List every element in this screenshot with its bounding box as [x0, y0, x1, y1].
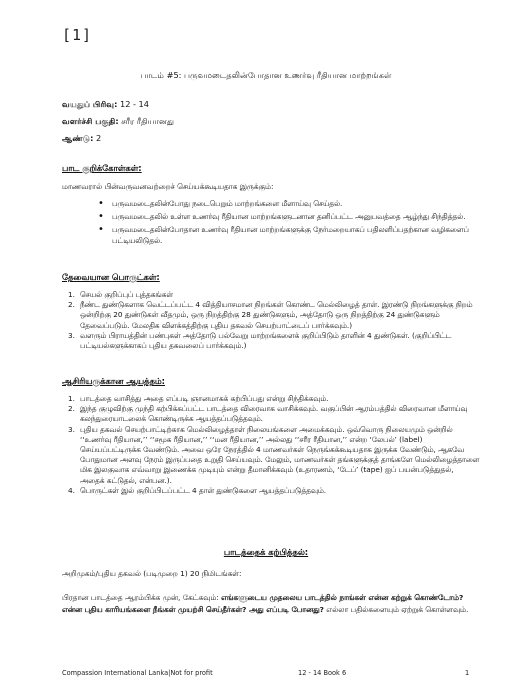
footer-page-number: 1 [465, 669, 470, 677]
list-item: 4. பொருட்கள் இல் குறிப்பிடப்பட்ட 4 தாள் துண்டுகளை ஆயத்தப்படுத்தவும். [68, 485, 327, 495]
list-item: • பருவமடைதலின்போது நடைபெறும் மாற்றங்களை மீளாய்வு செய்தல். [112, 198, 482, 209]
age-group [62, 99, 149, 111]
teaching-question: எங்களுடைய முதலைய பாடத்தில் நாங்கள் என்ன கற்றுக் கொண்டோம்? என்ன புதிய காரியங்களை நீங்கள் முயற்சி செய்தீர்கள்? அது எப்படி போனது? [62, 593, 464, 614]
lesson-title: பாடம் #5: பருவமடைதலின்போதான உணர்வு ரீதியான மாற்றங்கள் [140, 70, 392, 80]
teaching-tail: எல்லா பதில்களையும் ஏற்றுக் கொள்ளவும். [326, 605, 469, 614]
list-item: 3. புதிய தகவல் செயற்பாட்டிற்காக மெல்லிழைத்தாள் நிலையங்களை அமைக்கவும். ஒவ்வொரு நிலையமும் ஒன்றில் ‘‘உணர்வு ரீதியான,’’ ‘‘சமூக ரீதியான,’’ ‘‘மன ரீதியான,’’ அல்லது ‘‘சரீர ரீதியான,’’ என்ற ‘லேபல்’ (label) செய்யப்பட்டிருக்க வேண்டும். அவை ஒரே நேரத்தில் 4 மாணவர்கள் நெருங்கக்கூடியதாக இருக்க வேண்டும், ஆகவே போதுமான அளவு நேரம் இருப்பதை உறுதி செய்யவும். மேலும், மாணவர்கள் தங்களுக்குத் தாங்களே மெல்லிழைத்தாளை மிக இலகுவாக எவ்வாறு இணைக்க முடியும் என்று தீமானிக்கவும் (உதாரணம், ‘டேப்’ (tape) ஐப் பயன்படுத்துதல், அதைக் கட்டுதல், என்பன.). [68, 424, 480, 485]
teacher-prep-list [68, 394, 480, 496]
year-value: 2 [95, 133, 102, 143]
teaching-subhead: அறிமுகம்/புதிய தகவல் (படிமுறை 1) 20 நிமிடங்கள்: [62, 569, 242, 578]
teaching-paragraph [62, 592, 472, 616]
footer-organization: Compassion International Lanka|Not for profit [62, 669, 213, 677]
list-item: 2. இந்த குழுவிற்கு முந்தி கற்பிக்கப்பட்ட பாடத்தை விரைவாக வாசிக்கவும். வகுப்பின் ஆரம்பத்தில் விரைவான மீளாய்வு கலந்துரையாடலைக் கொண்டிருக்க ஆயத்தப்படுத்தவும். [68, 404, 468, 424]
list-item: • பருவமடைதலில் உள்ள உணர்வு ரீதியான மாற்றங்களுடனான தனிப்பட்ட அனுபவத்தை ஆழ்ந்து சிந்தித்தல். [112, 211, 482, 222]
age-value: 12 - 14 [119, 99, 149, 109]
objectives-list [112, 198, 482, 248]
year [62, 133, 101, 145]
objectives-intro: மாணவரால் பின்வருவனவற்றைச் செய்யக்கூடியதாக இருக்கும்: [62, 182, 274, 191]
list-item: • பருவமடைதலின்போதான உணர்வு ரீதியான மாற்றங்களுக்கு நேர்மறையாகப் பதிலளிப்பதற்கான வழிகளைப் பட்டியலிடுதல். [112, 224, 482, 246]
footer-book: 12 - 14 Book 6 [298, 669, 347, 677]
teaching-lead: பிரதான பாடத்தை ஆரம்பிக்க முன், கேட்கவும்: [62, 593, 219, 602]
list-item: 2. நீண்ட துண்டுகளாக வெட்டப்பட்ட 4 வித்தியாசமான நிறங்கள் கொண்ட மெல்லிழைத் தாள். இரண்டு நிறங்களுக்கு நிறம் ஒன்றிற்கு 20 துண்டுகள் வீதமும், ஒரு நிறத்திற்கு 28 துண்டுகளும், அத்தோடு ஒரு நிறத்திற்கு 24 துண்டுகளும் தேவைப்படும். மேலதிக விளக்கத்திற்கு புதிய தகவல் செயற்பாட்டைப் பார்க்கவும்.) [68, 300, 473, 330]
teacher-prep-heading: ஆசிரியருக்கான ஆயத்தம்: [62, 376, 166, 386]
year-label: ஆண்டு: [62, 133, 94, 143]
growth-label: வளர்ச்சி பகுதி: [62, 116, 119, 126]
list-item: 3. வளரும் பிராயத்தின் பண்புகள் அத்தோடு பல்வேறு மாற்றங்களைக் குறிப்பிடும் தாளின் 4 துண்டுகள். (குறிப்பிட்ட பட்டியல்களுக்காகப் புதிய தகவலைப் பார்க்கவும்.) [68, 330, 452, 351]
list-item: 1. செயல் குறிப்புப் புத்தகங்கள் [68, 290, 173, 299]
growth-area [62, 116, 174, 128]
growth-value: சரீர ரீதியானது [121, 116, 175, 126]
teaching-heading: பாடத்தைக் கற்பித்தல்: [223, 547, 309, 557]
materials-heading: தேவையான பொருட்கள்: [62, 272, 160, 282]
page-mark: [1] [62, 26, 93, 44]
age-label: வயதுப் பிரிவு: [62, 99, 118, 109]
materials-list [68, 290, 480, 351]
objectives-heading: பாட குறிக்கோள்கள்: [62, 163, 142, 173]
list-item: 1. பாடத்தை வாசித்து அதை எப்படி ஞானமாகக் கற்பிப்பது என்று சிந்திக்கவும். [68, 394, 329, 403]
